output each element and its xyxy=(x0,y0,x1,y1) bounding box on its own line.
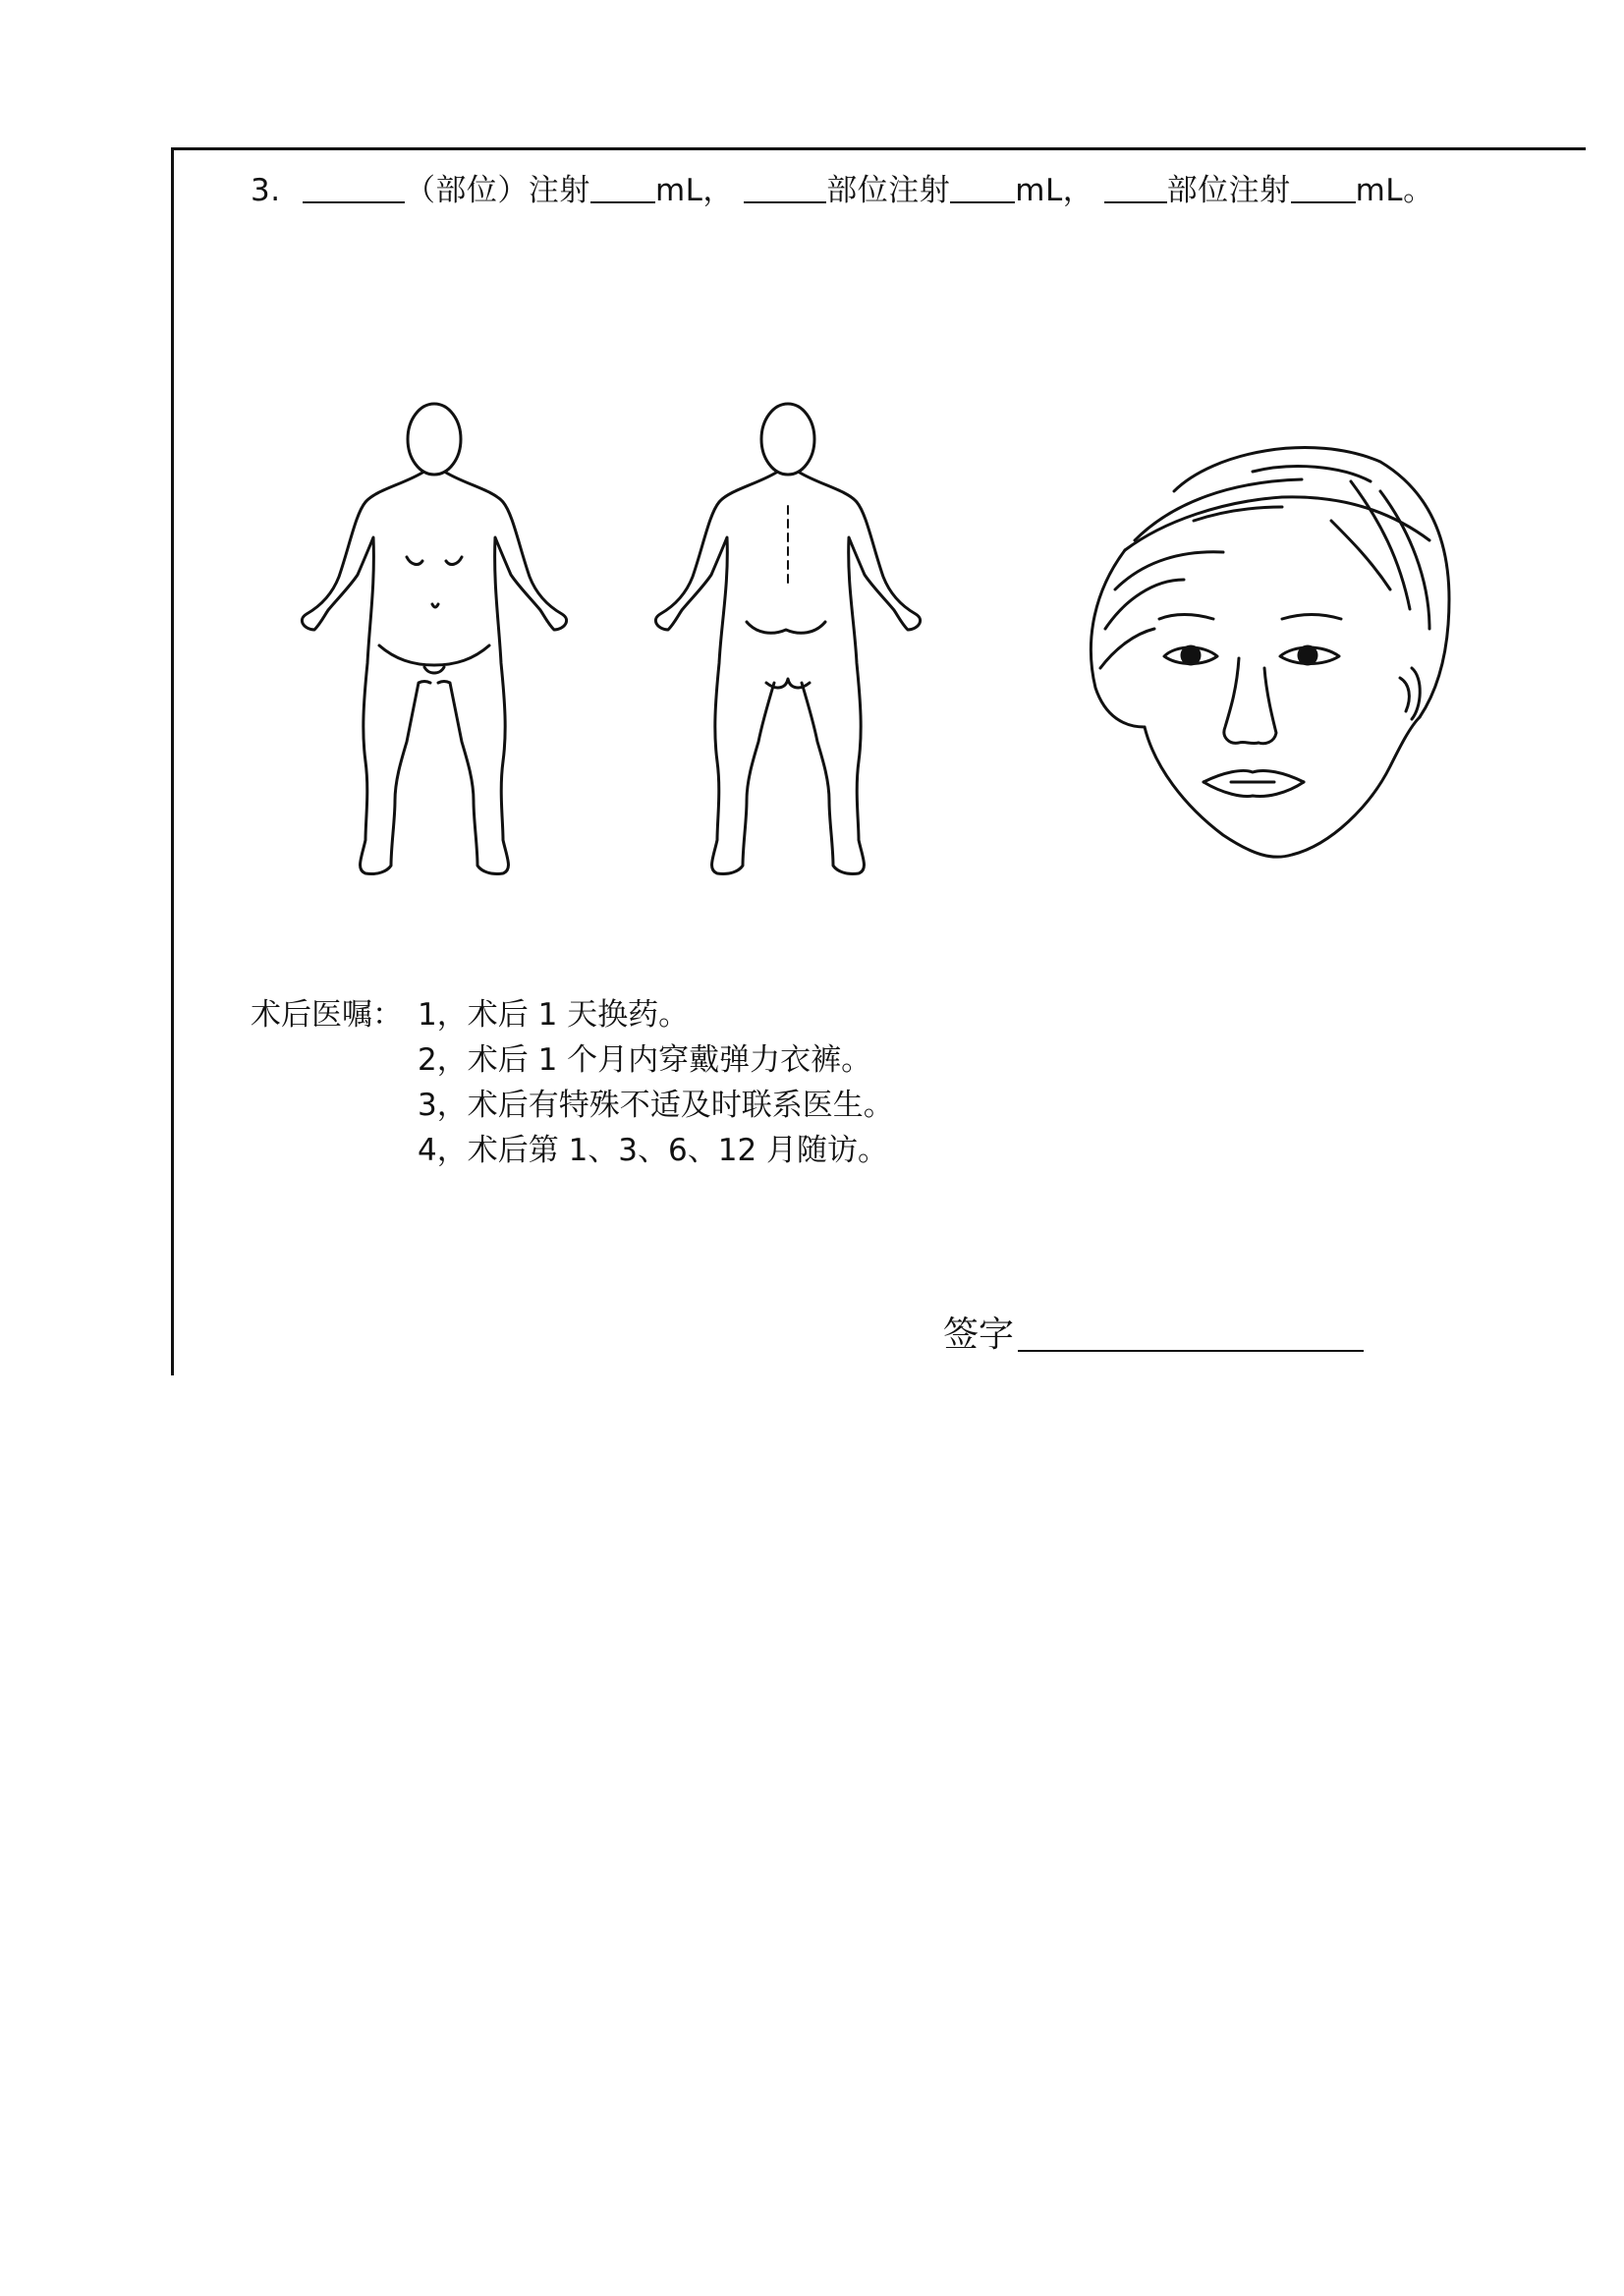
post-op-item: 3，术后有特殊不适及时联系医生。 xyxy=(418,1088,894,1123)
blank-volume-1[interactable] xyxy=(590,174,655,203)
injection-text-1: （部位）注射 xyxy=(404,173,590,208)
post-op-item: 4，术后第 1、3、6、12 月随访。 xyxy=(418,1133,889,1168)
post-op-item: 1，术后 1 天换药。 xyxy=(418,997,690,1033)
signature-label: 签字 xyxy=(943,1315,1015,1355)
post-op-instructions xyxy=(251,992,894,1173)
form-frame-top-border xyxy=(171,147,1586,150)
blank-volume-3[interactable] xyxy=(1291,174,1356,203)
blank-part-1[interactable] xyxy=(303,174,405,203)
blank-volume-2[interactable] xyxy=(950,174,1015,203)
injection-line xyxy=(251,165,1434,209)
injection-text-3: 部位注射 xyxy=(1166,173,1291,208)
blank-part-3[interactable] xyxy=(1104,174,1167,203)
blank-part-2[interactable] xyxy=(744,174,826,203)
item-number: 3. xyxy=(251,173,281,208)
face-diagram xyxy=(1056,432,1454,874)
post-op-label: 术后医嘱： xyxy=(251,997,403,1033)
post-op-item: 2，术后 1 个月内穿戴弹力衣裤。 xyxy=(418,1042,872,1078)
signature-field[interactable] xyxy=(1018,1318,1364,1352)
form-frame-left-border xyxy=(171,147,174,1375)
post-op-list xyxy=(418,992,894,1173)
unit-text-2: mL， xyxy=(1015,173,1094,208)
body-back-figure xyxy=(655,404,920,874)
injection-text-2: 部位注射 xyxy=(826,173,951,208)
unit-text-3: mL。 xyxy=(1355,173,1434,208)
unit-text-1: mL， xyxy=(654,173,734,208)
signature-block xyxy=(943,1307,1364,1357)
body-front-figure xyxy=(302,404,566,874)
body-outline-diagram xyxy=(285,388,973,899)
